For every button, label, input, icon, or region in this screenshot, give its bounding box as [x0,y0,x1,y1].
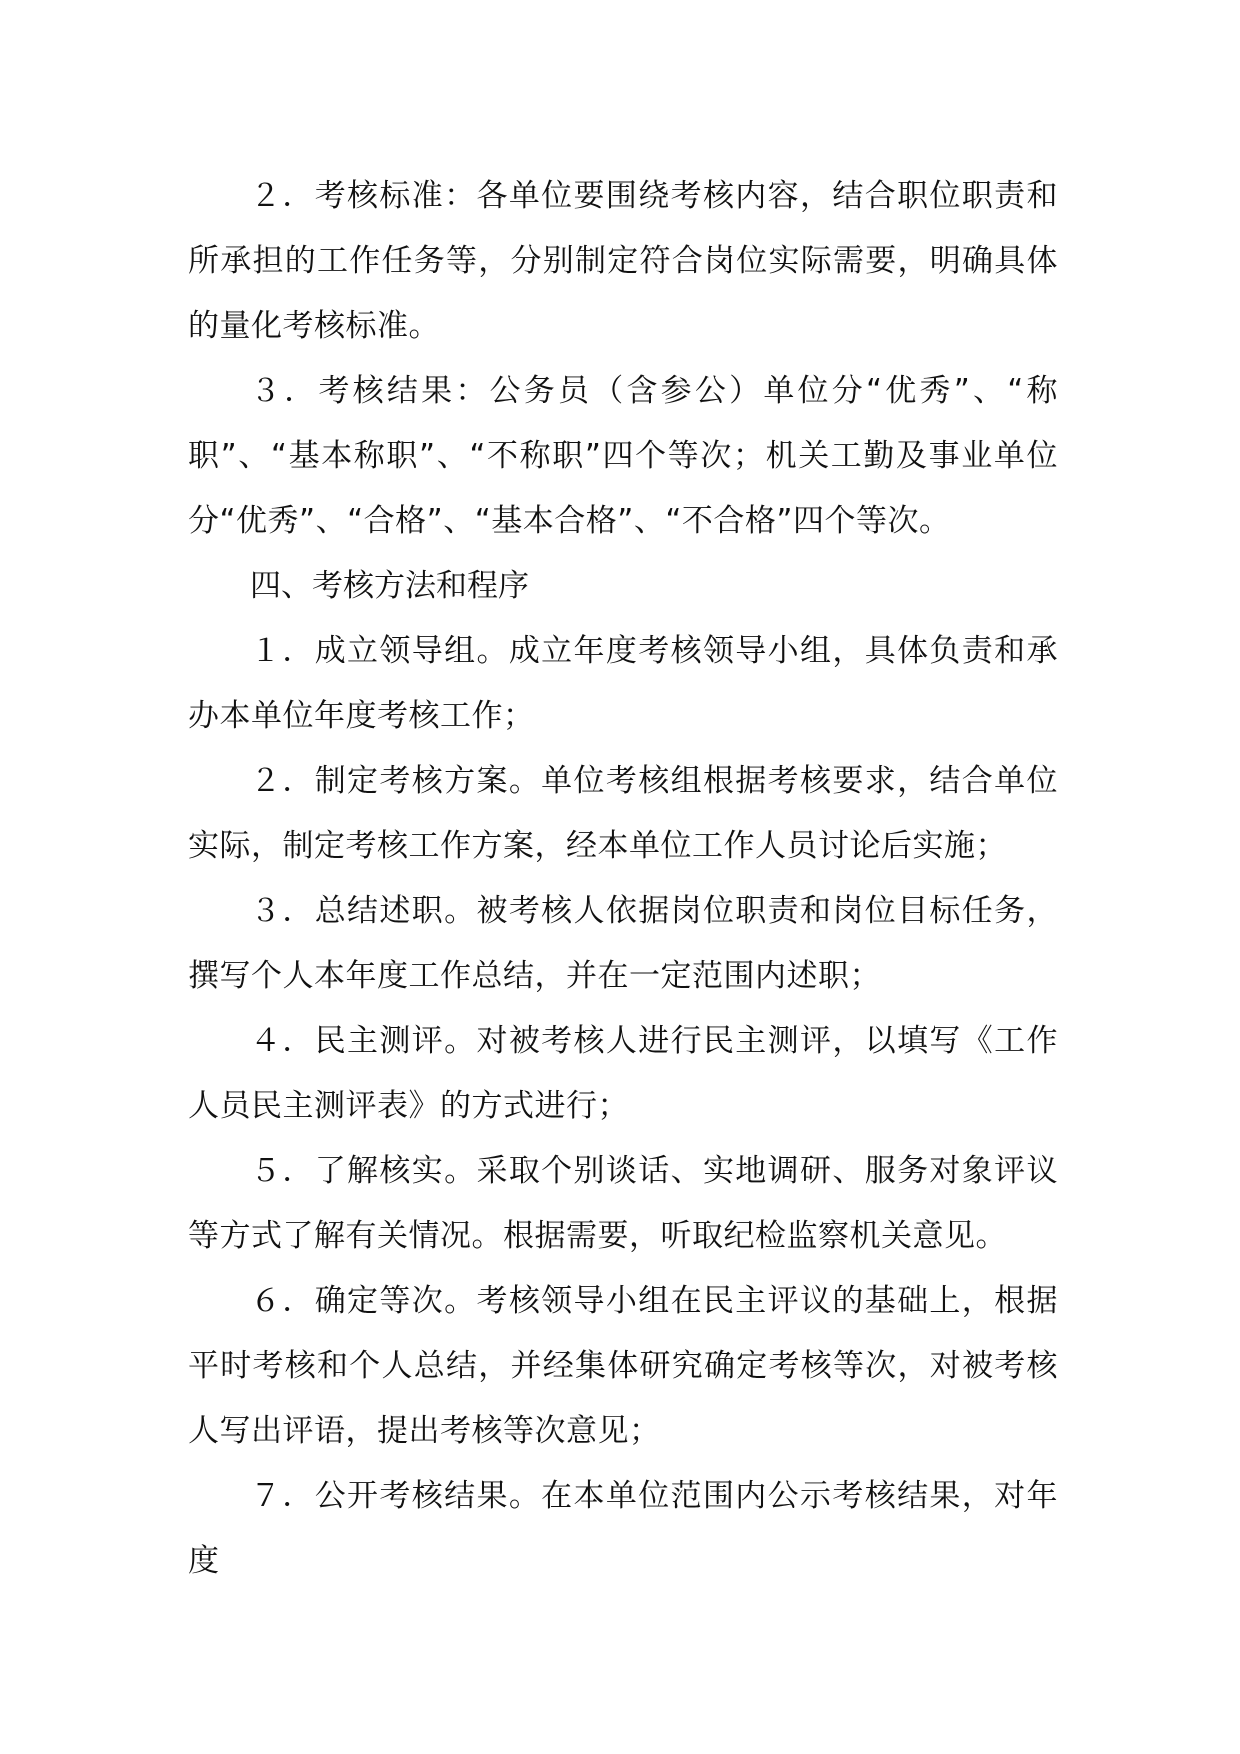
section-heading: 四、考核方法和程序 [250,568,529,604]
step-4: ４．民主测评。对被考核人进行民主测评，以填写《工作人员民主测评表》的方式进行； [188,1023,1058,1124]
step-1: １．成立领导组。成立年度考核领导小组，具体负责和承办本单位年度考核工作； [188,633,1058,734]
paragraph-assessment-result: ３．考核结果：公务员（含参公）单位分“优秀”、“称职”、“基本称职”、“不称职”四个等次；机关工勤及事业单位分“优秀”、“合格”、“基本合格”、“不合格”四个等次。 [188,373,1058,539]
paragraph-assessment-standard: ２．考核标准：各单位要围绕考核内容，结合职位职责和所承担的工作任务等，分别制定符合岗位实际需要，明确具体的量化考核标准。 [188,178,1058,344]
step-3: ３．总结述职。被考核人依据岗位职责和岗位目标任务，撰写个人本年度工作总结，并在一定范围内述职； [188,893,1058,994]
step-6: ６．确定等次。考核领导小组在民主评议的基础上，根据平时考核和个人总结，并经集体研究确定考核等次，对被考核人写出评语，提出考核等次意见； [188,1283,1058,1449]
step-2: ２．制定考核方案。单位考核组根据考核要求，结合单位实际，制定考核工作方案，经本单位工作人员讨论后实施； [188,763,1058,864]
step-7: ７．公开考核结果。在本单位范围内公示考核结果，对年度 [188,1478,1058,1579]
step-5: ５．了解核实。采取个别谈话、实地调研、服务对象评议等方式了解有关情况。根据需要，听取纪检监察机关意见。 [188,1153,1058,1254]
document-page [188,164,1058,1594]
